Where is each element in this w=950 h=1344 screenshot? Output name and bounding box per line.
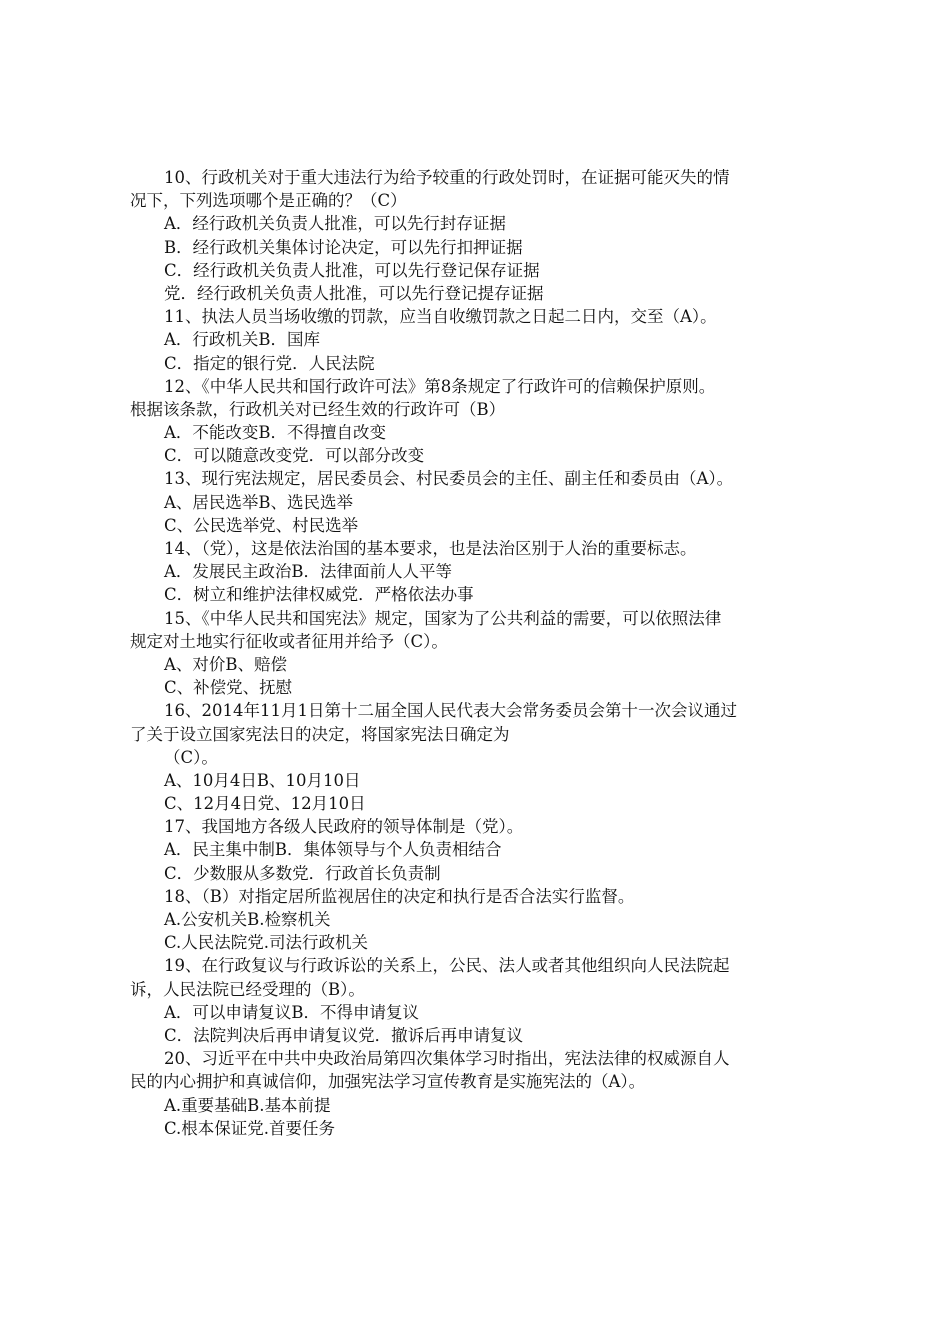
text-line: C、12月4日党、12月10日 <box>164 794 366 814</box>
text-line: 13、现行宪法规定，居民委员会、村民委员会的主任、副主任和委员由（A）。 <box>164 469 734 489</box>
text-line: C．法院判决后再申请复议党．撤诉后再申请复议 <box>164 1025 524 1045</box>
text-line: C.根本保证党.首要任务 <box>164 1118 336 1138</box>
text-line: A．发展民主政治B．法律面前人人平等 <box>164 562 453 582</box>
text-line: A．民主集中制B．集体领导与个人负责相结合 <box>164 840 502 860</box>
text-line: A、对价B、赔偿 <box>164 654 288 674</box>
text-line: A.公安机关B.检察机关 <box>164 910 331 929</box>
text-line: 14、（党），这是依法治国的基本要求，也是法治区别于人治的重要标志。 <box>164 539 697 558</box>
text-line: C．指定的银行党．人民法院 <box>164 353 375 373</box>
text-line: A、10月4日B、10月10日 <box>164 770 361 790</box>
text-line: （C）。 <box>164 747 218 767</box>
text-line: 19、在行政复议与行政诉讼的关系上，公民、法人或者其他组织向人民法院起 <box>164 956 730 976</box>
text-line: C、补偿党、抚慰 <box>164 678 293 698</box>
text-line: A．不能改变B．不得擅自改变 <box>164 423 387 443</box>
text-line: 16、2014年11月1日第十二届全国人民代表大会常务委员会第十一次会议通过 <box>164 701 737 721</box>
text-line: 18、（B）对指定居所监视居住的决定和执行是否合法实行监督。 <box>164 886 635 906</box>
text-line: 诉，人民法院已经受理的（B）。 <box>130 979 365 999</box>
text-line: 10、行政机关对于重大违法行为给予较重的行政处罚时，在证据可能灭失的情 <box>164 168 730 187</box>
text-line: 况下，下列选项哪个是正确的？（C） <box>130 191 407 211</box>
text-line: C.人民法院党.司法行政机关 <box>164 933 369 953</box>
text-line: C．经行政机关负责人批准，可以先行登记保存证据 <box>164 260 540 280</box>
text-line: 17、我国地方各级人民政府的领导体制是（党）。 <box>164 817 524 837</box>
text-line: 民的内心拥护和真诚信仰，加强宪法学习宣传教育是实施宪法的（A）。 <box>130 1072 646 1092</box>
text-line: 15、《中华人民共和国宪法》规定，国家为了公共利益的需要，可以依照法律 <box>164 608 722 628</box>
text-line: 党．经行政机关负责人批准，可以先行登记提存证据 <box>164 283 544 303</box>
text-line: C．可以随意改变党．可以部分改变 <box>164 446 425 466</box>
text-line: B．经行政机关集体讨论决定，可以先行扣押证据 <box>164 237 523 257</box>
text-line: 规定对土地实行征收或者征用并给予（C）。 <box>130 631 448 651</box>
text-line: A.重要基础B.基本前提 <box>164 1095 331 1115</box>
text-line: A．经行政机关负责人批准，可以先行封存证据 <box>164 214 506 234</box>
text-line: A、居民选举B、选民选举 <box>164 492 354 512</box>
document-page <box>130 166 830 1140</box>
text-line: C．少数服从多数党．行政首长负责制 <box>164 863 441 883</box>
text-line: 12、《中华人民共和国行政许可法》第8条规定了行政许可的信赖保护原则。 <box>164 376 716 396</box>
text-line: A．可以申请复议B．不得申请复议 <box>164 1002 420 1022</box>
text-line: 20、习近平在中共中央政治局第四次集体学习时指出，宪法法律的权威源自人 <box>164 1049 730 1069</box>
text-line: 根据该条款，行政机关对已经生效的行政许可（B） <box>130 399 506 419</box>
text-line: 了关于设立国家宪法日的决定，将国家宪法日确定为 <box>130 724 510 744</box>
text-line: 11、执法人员当场收缴的罚款，应当自收缴罚款之日起二日内，交至（A）。 <box>164 307 717 327</box>
text-line: A．行政机关B．国库 <box>164 330 321 350</box>
text-line: C．树立和维护法律权威党．严格依法办事 <box>164 585 474 605</box>
text-line: C、公民选举党、村民选举 <box>164 515 359 535</box>
